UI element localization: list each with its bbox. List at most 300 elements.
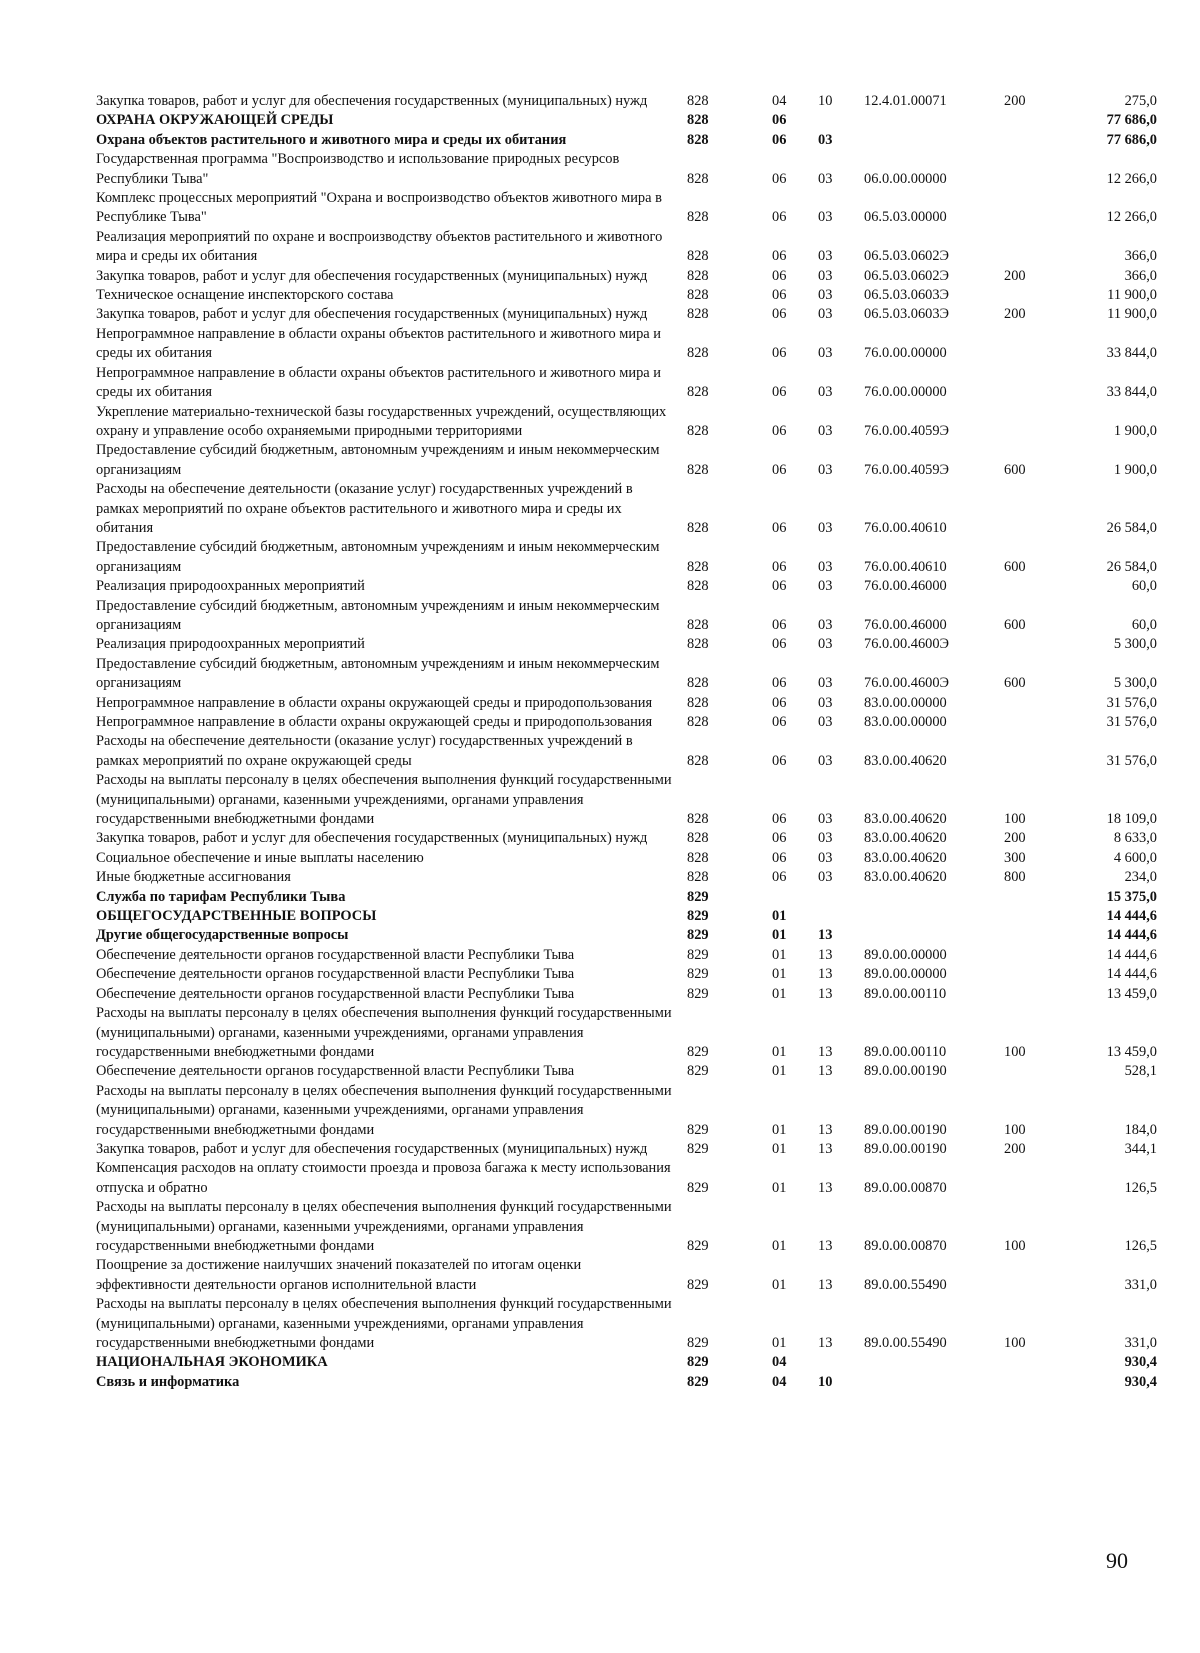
target-item-cell: 06.5.03.0602Э [864, 248, 950, 265]
subsection-code-cell: 03 [818, 519, 833, 536]
section-code-cell: 01 [772, 1237, 787, 1254]
target-item-cell [864, 888, 1004, 907]
target-item-cell: 76.0.00.4059Э [864, 461, 950, 478]
expense-type-cell: 200 [1004, 1140, 1026, 1157]
amount-cell: 11 900,0 [1107, 287, 1157, 304]
row-name-cell: Служба по тарифам Республики Тыва [96, 888, 346, 905]
section-code-cell: 01 [772, 985, 787, 1002]
table-row [96, 868, 1157, 887]
target-item-cell [864, 926, 1004, 945]
expense-type-cell [1004, 965, 1067, 984]
table-body [96, 92, 1157, 1392]
section-code-cell: 01 [772, 966, 787, 983]
target-item-cell: 06.5.03.00000 [864, 209, 947, 226]
row-name-cell: Социальное обеспечение и иные выплаты населению [96, 849, 424, 866]
section-code-cell: 06 [772, 869, 787, 886]
subsection-code-cell: 13 [818, 1179, 833, 1196]
amount-cell: 234,0 [1124, 869, 1157, 886]
target-item-cell: 89.0.00.00190 [864, 1140, 947, 1157]
subsection-code-cell: 13 [818, 1276, 833, 1293]
table-row [96, 1004, 1157, 1062]
expense-type-cell [1004, 985, 1067, 1004]
expense-type-cell: 100 [1004, 1121, 1026, 1138]
row-name-cell: Реализация природоохранных мероприятий [96, 636, 365, 653]
section-code-cell: 06 [772, 636, 787, 653]
section-code-cell: 06 [772, 830, 787, 847]
subsection-code-cell: 03 [818, 616, 833, 633]
expense-type-cell: 600 [1004, 461, 1026, 478]
target-item-cell: 89.0.00.00110 [864, 1043, 947, 1060]
section-code-cell: 06 [772, 616, 787, 633]
amount-cell: 930,4 [1124, 1373, 1157, 1390]
row-name-cell: Предоставление субсидий бюджетным, автономным учреждениям и иным некоммерческим организациям [96, 539, 660, 575]
table-row [96, 655, 1157, 694]
subsection-code-cell: 03 [818, 578, 833, 595]
row-name-cell: Обеспечение деятельности органов государственной власти Республики Тыва [96, 1063, 575, 1080]
expense-type-cell [1004, 946, 1067, 965]
table-row [96, 1373, 1157, 1392]
expense-type-cell [1004, 480, 1067, 538]
amount-cell: 5 300,0 [1113, 675, 1157, 692]
amount-cell: 14 444,6 [1106, 908, 1157, 925]
expense-type-cell [1004, 131, 1067, 150]
table-row [96, 441, 1157, 480]
target-item-cell: 83.0.00.40620 [864, 752, 947, 769]
chapter-code-cell: 828 [687, 811, 709, 828]
subsection-code-cell: 03 [818, 345, 833, 362]
section-code-cell: 06 [772, 675, 787, 692]
subsection-code-cell [818, 888, 864, 907]
amount-cell: 13 459,0 [1106, 985, 1157, 1002]
target-item-cell: 89.0.00.00870 [864, 1179, 947, 1196]
chapter-code-cell: 829 [687, 1237, 709, 1254]
subsection-code-cell: 10 [818, 1373, 833, 1390]
subsection-code-cell: 03 [818, 422, 833, 439]
chapter-code-cell: 829 [687, 985, 709, 1002]
section-code-cell: 06 [772, 519, 787, 536]
chapter-code-cell: 828 [687, 461, 709, 478]
amount-cell: 126,5 [1124, 1179, 1157, 1196]
chapter-code-cell: 829 [687, 1179, 709, 1196]
section-code-cell: 06 [772, 694, 787, 711]
subsection-code-cell: 03 [818, 714, 833, 730]
subsection-code-cell: 13 [818, 966, 833, 983]
expense-type-cell [1004, 694, 1067, 713]
chapter-code-cell: 829 [687, 946, 709, 963]
target-item-cell: 89.0.00.55490 [864, 1276, 947, 1293]
table-row [96, 111, 1157, 130]
chapter-code-cell: 828 [687, 170, 709, 187]
section-code-cell: 06 [772, 345, 787, 362]
table-row [96, 403, 1157, 442]
target-item-cell: 83.0.00.40620 [864, 830, 947, 847]
target-item-cell [864, 111, 1004, 130]
target-item-cell: 83.0.00.40620 [864, 811, 947, 828]
amount-cell: 366,0 [1124, 248, 1157, 265]
subsection-code-cell: 03 [818, 384, 833, 401]
section-code-cell: 06 [772, 170, 787, 187]
section-code-cell: 01 [772, 946, 787, 963]
section-code-cell: 01 [772, 1140, 787, 1157]
row-name-cell: Иные бюджетные ассигнования [96, 869, 291, 886]
target-item-cell: 83.0.00.00000 [864, 694, 947, 711]
target-item-cell: 76.0.00.00000 [864, 384, 947, 401]
chapter-code-cell: 828 [687, 209, 709, 226]
row-name-cell: Расходы на выплаты персоналу в целях обеспечения выполнения функций государственными (муниципальными) органами, казенными учреждениями, органами управления государственными внебюджетными фондами [96, 772, 672, 828]
target-item-cell: 76.0.00.4059Э [864, 422, 950, 439]
page-number: 90 [1106, 1548, 1128, 1573]
amount-cell: 33 844,0 [1106, 384, 1157, 401]
row-name-cell: Техническое оснащение инспекторского состава [96, 287, 394, 304]
table-row [96, 1159, 1157, 1198]
section-code-cell [772, 888, 818, 907]
amount-cell: 11 900,0 [1107, 306, 1157, 323]
row-name-cell: Закупка товаров, работ и услуг для обеспечения государственных (муниципальных) нужд [96, 93, 648, 109]
chapter-code-cell: 829 [687, 1354, 709, 1371]
amount-cell: 4 600,0 [1113, 849, 1157, 866]
amount-cell: 12 266,0 [1106, 170, 1157, 187]
expense-type-cell [1004, 286, 1067, 305]
section-code-cell: 06 [772, 306, 787, 323]
target-item-cell: 89.0.00.00110 [864, 985, 947, 1002]
target-item-cell: 76.0.00.40610 [864, 558, 947, 575]
subsection-code-cell: 03 [818, 849, 833, 866]
chapter-code-cell: 828 [687, 675, 709, 692]
target-item-cell: 89.0.00.00190 [864, 1121, 947, 1138]
amount-cell: 5 300,0 [1113, 636, 1157, 653]
row-name-cell: Охрана объектов растительного и животного мира и среды их обитания [96, 131, 567, 148]
subsection-code-cell: 13 [818, 927, 833, 944]
table-row [96, 946, 1157, 965]
subsection-code-cell: 03 [818, 267, 833, 284]
table-row [96, 888, 1157, 907]
amount-cell: 77 686,0 [1106, 131, 1157, 148]
chapter-code-cell: 828 [687, 714, 709, 730]
table-row [96, 480, 1157, 538]
section-code-cell: 06 [772, 267, 787, 284]
chapter-code-cell: 828 [687, 869, 709, 886]
expense-type-cell [1004, 364, 1067, 403]
amount-cell: 14 444,6 [1106, 927, 1157, 944]
table-row [96, 92, 1157, 111]
subsection-code-cell: 03 [818, 675, 833, 692]
table-row [96, 189, 1157, 228]
amount-cell: 77 686,0 [1106, 112, 1157, 129]
section-code-cell: 06 [772, 752, 787, 769]
expense-type-cell [1004, 907, 1067, 926]
table-row [96, 150, 1157, 189]
table-row [96, 577, 1157, 596]
amount-cell: 31 576,0 [1106, 714, 1157, 730]
row-name-cell: Поощрение за достижение наилучших значений показателей по итогам оценки эффективности деятельности органов исполнительной власти [96, 1257, 582, 1293]
expense-type-cell [1004, 111, 1067, 130]
subsection-code-cell: 13 [818, 1140, 833, 1157]
table-row [96, 713, 1157, 732]
section-code-cell: 06 [772, 112, 787, 129]
section-code-cell: 01 [772, 1063, 787, 1080]
section-code-cell: 06 [772, 811, 787, 828]
row-name-cell: Закупка товаров, работ и услуг для обеспечения государственных (муниципальных) нужд [96, 306, 648, 323]
amount-cell: 344,1 [1124, 1140, 1157, 1157]
table-row [96, 305, 1157, 324]
chapter-code-cell: 828 [687, 306, 709, 323]
amount-cell: 930,4 [1124, 1354, 1157, 1371]
expense-type-cell: 800 [1004, 869, 1026, 886]
amount-cell: 14 444,6 [1106, 946, 1157, 963]
expense-type-cell [1004, 1373, 1067, 1392]
section-code-cell: 06 [772, 558, 787, 575]
target-item-cell [864, 1373, 1004, 1392]
expense-type-cell [1004, 577, 1067, 596]
expense-type-cell [1004, 635, 1067, 654]
section-code-cell: 06 [772, 384, 787, 401]
chapter-code-cell: 829 [687, 1121, 709, 1138]
row-name-cell: Укрепление материально-технической базы государственных учреждений, осуществляющих охрану и управление особо охраняемыми природными территориями [96, 403, 667, 439]
row-name-cell: Предоставление субсидий бюджетным, автономным учреждениям и иным некоммерческим организациям [96, 597, 660, 633]
expense-type-cell: 100 [1004, 1335, 1026, 1351]
row-name-cell: Компенсация расходов на оплату стоимости проезда и провоза багажа к месту использования отпуска и обратно [96, 1160, 671, 1196]
chapter-code-cell: 828 [687, 384, 709, 401]
table-row [96, 732, 1157, 771]
chapter-code-cell: 828 [687, 578, 709, 595]
expense-type-cell: 100 [1004, 811, 1026, 828]
row-name-cell: Расходы на выплаты персоналу в целях обеспечения выполнения функций государственными (муниципальными) органами, казенными учреждениями, органами управления государственными внебюджетными фондами [96, 1199, 672, 1254]
table-row [96, 325, 1157, 364]
target-item-cell: 83.0.00.00000 [864, 714, 947, 730]
table-row [96, 829, 1157, 848]
target-item-cell: 12.4.01.00071 [864, 93, 947, 109]
expense-type-cell [1004, 189, 1067, 228]
subsection-code-cell: 03 [818, 752, 833, 769]
table-row [96, 267, 1157, 286]
section-code-cell: 06 [772, 287, 787, 304]
table-row [96, 1295, 1157, 1353]
expense-type-cell [1004, 1159, 1067, 1198]
chapter-code-cell: 828 [687, 93, 709, 109]
expense-type-cell: 200 [1004, 830, 1026, 847]
target-item-cell: 06.5.03.0603Э [864, 287, 950, 304]
chapter-code-cell: 829 [687, 1063, 709, 1080]
expense-type-cell: 100 [1004, 1043, 1026, 1060]
row-name-cell: Непрограммное направление в области охраны объектов растительного и животного мира и среды их обитания [96, 364, 661, 401]
row-name-cell: Другие общегосударственные вопросы [96, 927, 349, 944]
table-row [96, 926, 1157, 945]
target-item-cell: 06.5.03.0602Э [864, 267, 950, 284]
chapter-code-cell: 829 [687, 888, 709, 905]
row-name-cell: Непрограммное направление в области охраны объектов растительного и животного мира и среды их обитания [96, 325, 661, 362]
subsection-code-cell: 03 [818, 131, 833, 148]
chapter-code-cell: 828 [687, 248, 709, 265]
chapter-code-cell: 829 [687, 1140, 709, 1157]
chapter-code-cell: 829 [687, 1043, 709, 1060]
amount-cell: 60,0 [1131, 578, 1157, 595]
row-name-cell: Реализация природоохранных мероприятий [96, 578, 365, 595]
chapter-code-cell: 828 [687, 267, 709, 284]
target-item-cell [864, 131, 1004, 150]
target-item-cell: 76.0.00.46000 [864, 616, 947, 633]
table-row [96, 1198, 1157, 1256]
subsection-code-cell: 13 [818, 985, 833, 1002]
target-item-cell [864, 907, 1004, 926]
chapter-code-cell: 828 [687, 345, 709, 362]
row-name-cell: Непрограммное направление в области охраны окружающей среды и природопользования [96, 694, 653, 711]
chapter-code-cell: 828 [687, 422, 709, 439]
row-name-cell: Обеспечение деятельности органов государственной власти Республики Тыва [96, 946, 575, 963]
section-code-cell: 01 [772, 1179, 787, 1196]
target-item-cell: 83.0.00.40620 [864, 869, 947, 886]
section-code-cell: 01 [772, 908, 787, 925]
chapter-code-cell: 828 [687, 287, 709, 304]
section-code-cell: 01 [772, 1043, 787, 1060]
expense-type-cell [1004, 1256, 1067, 1295]
subsection-code-cell: 03 [818, 287, 833, 304]
expense-type-cell [1004, 403, 1067, 442]
expense-type-cell: 600 [1004, 675, 1026, 692]
chapter-code-cell: 829 [687, 1276, 709, 1293]
subsection-code-cell: 03 [818, 869, 833, 886]
chapter-code-cell: 829 [687, 927, 709, 944]
subsection-code-cell: 03 [818, 830, 833, 847]
amount-cell: 26 584,0 [1106, 558, 1157, 575]
subsection-code-cell: 13 [818, 946, 833, 963]
section-code-cell: 01 [772, 1276, 787, 1293]
amount-cell: 14 444,6 [1106, 966, 1157, 983]
target-item-cell [864, 1353, 1004, 1372]
subsection-code-cell: 03 [818, 306, 833, 323]
amount-cell: 126,5 [1124, 1237, 1157, 1254]
subsection-code-cell: 13 [818, 1043, 833, 1060]
row-name-cell: Расходы на выплаты персоналу в целях обеспечения выполнения функций государственными (муниципальными) органами, казенными учреждениями, органами управления государственными внебюджетными фондами [96, 1082, 672, 1138]
target-item-cell: 76.0.00.4600Э [864, 675, 950, 692]
subsection-code-cell: 03 [818, 170, 833, 187]
row-name-cell: Расходы на обеспечение деятельности (оказание услуг) государственных учреждений в рамках мероприятий по охране окружающей среды [96, 733, 633, 769]
amount-cell: 331,0 [1124, 1335, 1157, 1351]
amount-cell: 528,1 [1124, 1063, 1157, 1080]
chapter-code-cell: 828 [687, 694, 709, 711]
section-code-cell: 06 [772, 422, 787, 439]
subsection-code-cell: 03 [818, 209, 833, 226]
chapter-code-cell: 828 [687, 636, 709, 653]
table-row [96, 771, 1157, 829]
subsection-code-cell [818, 907, 864, 926]
section-code-cell: 06 [772, 714, 787, 730]
table-row [96, 286, 1157, 305]
amount-cell: 366,0 [1124, 267, 1157, 284]
amount-cell: 60,0 [1131, 616, 1157, 633]
section-code-cell: 01 [772, 1335, 787, 1351]
chapter-code-cell: 828 [687, 849, 709, 866]
amount-cell: 8 633,0 [1113, 830, 1157, 847]
amount-cell: 275,0 [1124, 93, 1157, 109]
table-row [96, 694, 1157, 713]
chapter-code-cell: 829 [687, 908, 709, 925]
section-code-cell: 04 [772, 93, 787, 109]
subsection-code-cell: 13 [818, 1335, 833, 1351]
expense-type-cell: 300 [1004, 849, 1026, 866]
row-name-cell: Расходы на выплаты персоналу в целях обеспечения выполнения функций государственными (муниципальными) органами, казенными учреждениями, органами управления государственными внебюджетными фондами [96, 1296, 672, 1351]
section-code-cell: 04 [772, 1373, 787, 1390]
amount-cell: 184,0 [1124, 1121, 1157, 1138]
expense-type-cell: 200 [1004, 306, 1026, 323]
expense-type-cell [1004, 926, 1067, 945]
row-name-cell: Связь и информатика [96, 1373, 240, 1390]
subsection-code-cell: 03 [818, 636, 833, 653]
expense-type-cell [1004, 713, 1067, 732]
table-row [96, 1140, 1157, 1159]
table-row [96, 228, 1157, 267]
budget-table [96, 92, 1157, 1392]
table-row [96, 965, 1157, 984]
row-name-cell: Закупка товаров, работ и услуг для обеспечения государственных (муниципальных) нужд [96, 1140, 648, 1157]
expense-type-cell: 200 [1004, 267, 1026, 284]
amount-cell: 1 900,0 [1113, 461, 1157, 478]
row-name-cell: Расходы на выплаты персоналу в целях обеспечения выполнения функций государственными (муниципальными) органами, казенными учреждениями, органами управления государственными внебюджетными фондами [96, 1005, 672, 1060]
expense-type-cell [1004, 325, 1067, 364]
section-code-cell: 04 [772, 1354, 787, 1371]
amount-cell: 31 576,0 [1106, 694, 1157, 711]
subsection-code-cell: 10 [818, 93, 833, 109]
table-row [96, 538, 1157, 577]
table-row [96, 849, 1157, 868]
table-row [96, 1353, 1157, 1372]
row-name-cell: НАЦИОНАЛЬНАЯ ЭКОНОМИКА [96, 1354, 328, 1371]
row-name-cell: Государственная программа "Воспроизводство и использование природных ресурсов Республики Тыва" [96, 151, 620, 187]
row-name-cell: Обеспечение деятельности органов государственной власти Республики Тыва [96, 966, 575, 983]
expense-type-cell: 600 [1004, 558, 1026, 575]
chapter-code-cell: 829 [687, 1335, 709, 1351]
chapter-code-cell: 828 [687, 830, 709, 847]
section-code-cell: 06 [772, 578, 787, 595]
subsection-code-cell: 13 [818, 1237, 833, 1254]
expense-type-cell: 100 [1004, 1237, 1026, 1254]
table-row [96, 985, 1157, 1004]
chapter-code-cell: 829 [687, 1373, 709, 1390]
section-code-cell: 06 [772, 209, 787, 226]
table-row [96, 1256, 1157, 1295]
chapter-code-cell: 828 [687, 616, 709, 633]
section-code-cell: 06 [772, 849, 787, 866]
row-name-cell: Обеспечение деятельности органов государственной власти Республики Тыва [96, 985, 575, 1002]
subsection-code-cell: 13 [818, 1063, 833, 1080]
section-code-cell: 01 [772, 1121, 787, 1138]
row-name-cell: Предоставление субсидий бюджетным, автономным учреждениям и иным некоммерческим организациям [96, 655, 660, 692]
amount-cell: 26 584,0 [1106, 519, 1157, 536]
expense-type-cell [1004, 150, 1067, 189]
table-row [96, 597, 1157, 636]
table-row [96, 907, 1157, 926]
amount-cell: 12 266,0 [1106, 209, 1157, 226]
expense-type-cell: 200 [1004, 93, 1026, 109]
amount-cell: 331,0 [1124, 1276, 1157, 1293]
expense-type-cell [1004, 732, 1067, 771]
target-item-cell: 06.5.03.0603Э [864, 306, 950, 323]
expense-type-cell [1004, 1062, 1067, 1081]
section-code-cell: 06 [772, 461, 787, 478]
chapter-code-cell: 828 [687, 752, 709, 769]
section-code-cell: 01 [772, 927, 787, 944]
amount-cell: 18 109,0 [1106, 811, 1157, 828]
expense-type-cell [1004, 1353, 1067, 1372]
target-item-cell: 76.0.00.4600Э [864, 636, 950, 653]
chapter-code-cell: 828 [687, 558, 709, 575]
row-name-cell: Реализация мероприятий по охране и воспроизводству объектов растительного и животного мира и среды их обитания [96, 228, 663, 265]
chapter-code-cell: 828 [687, 131, 709, 148]
subsection-code-cell: 03 [818, 248, 833, 265]
target-item-cell: 76.0.00.40610 [864, 519, 947, 536]
amount-cell: 13 459,0 [1106, 1043, 1157, 1060]
row-name-cell: Закупка товаров, работ и услуг для обеспечения государственных (муниципальных) нужд [96, 267, 648, 284]
table-row [96, 1062, 1157, 1081]
